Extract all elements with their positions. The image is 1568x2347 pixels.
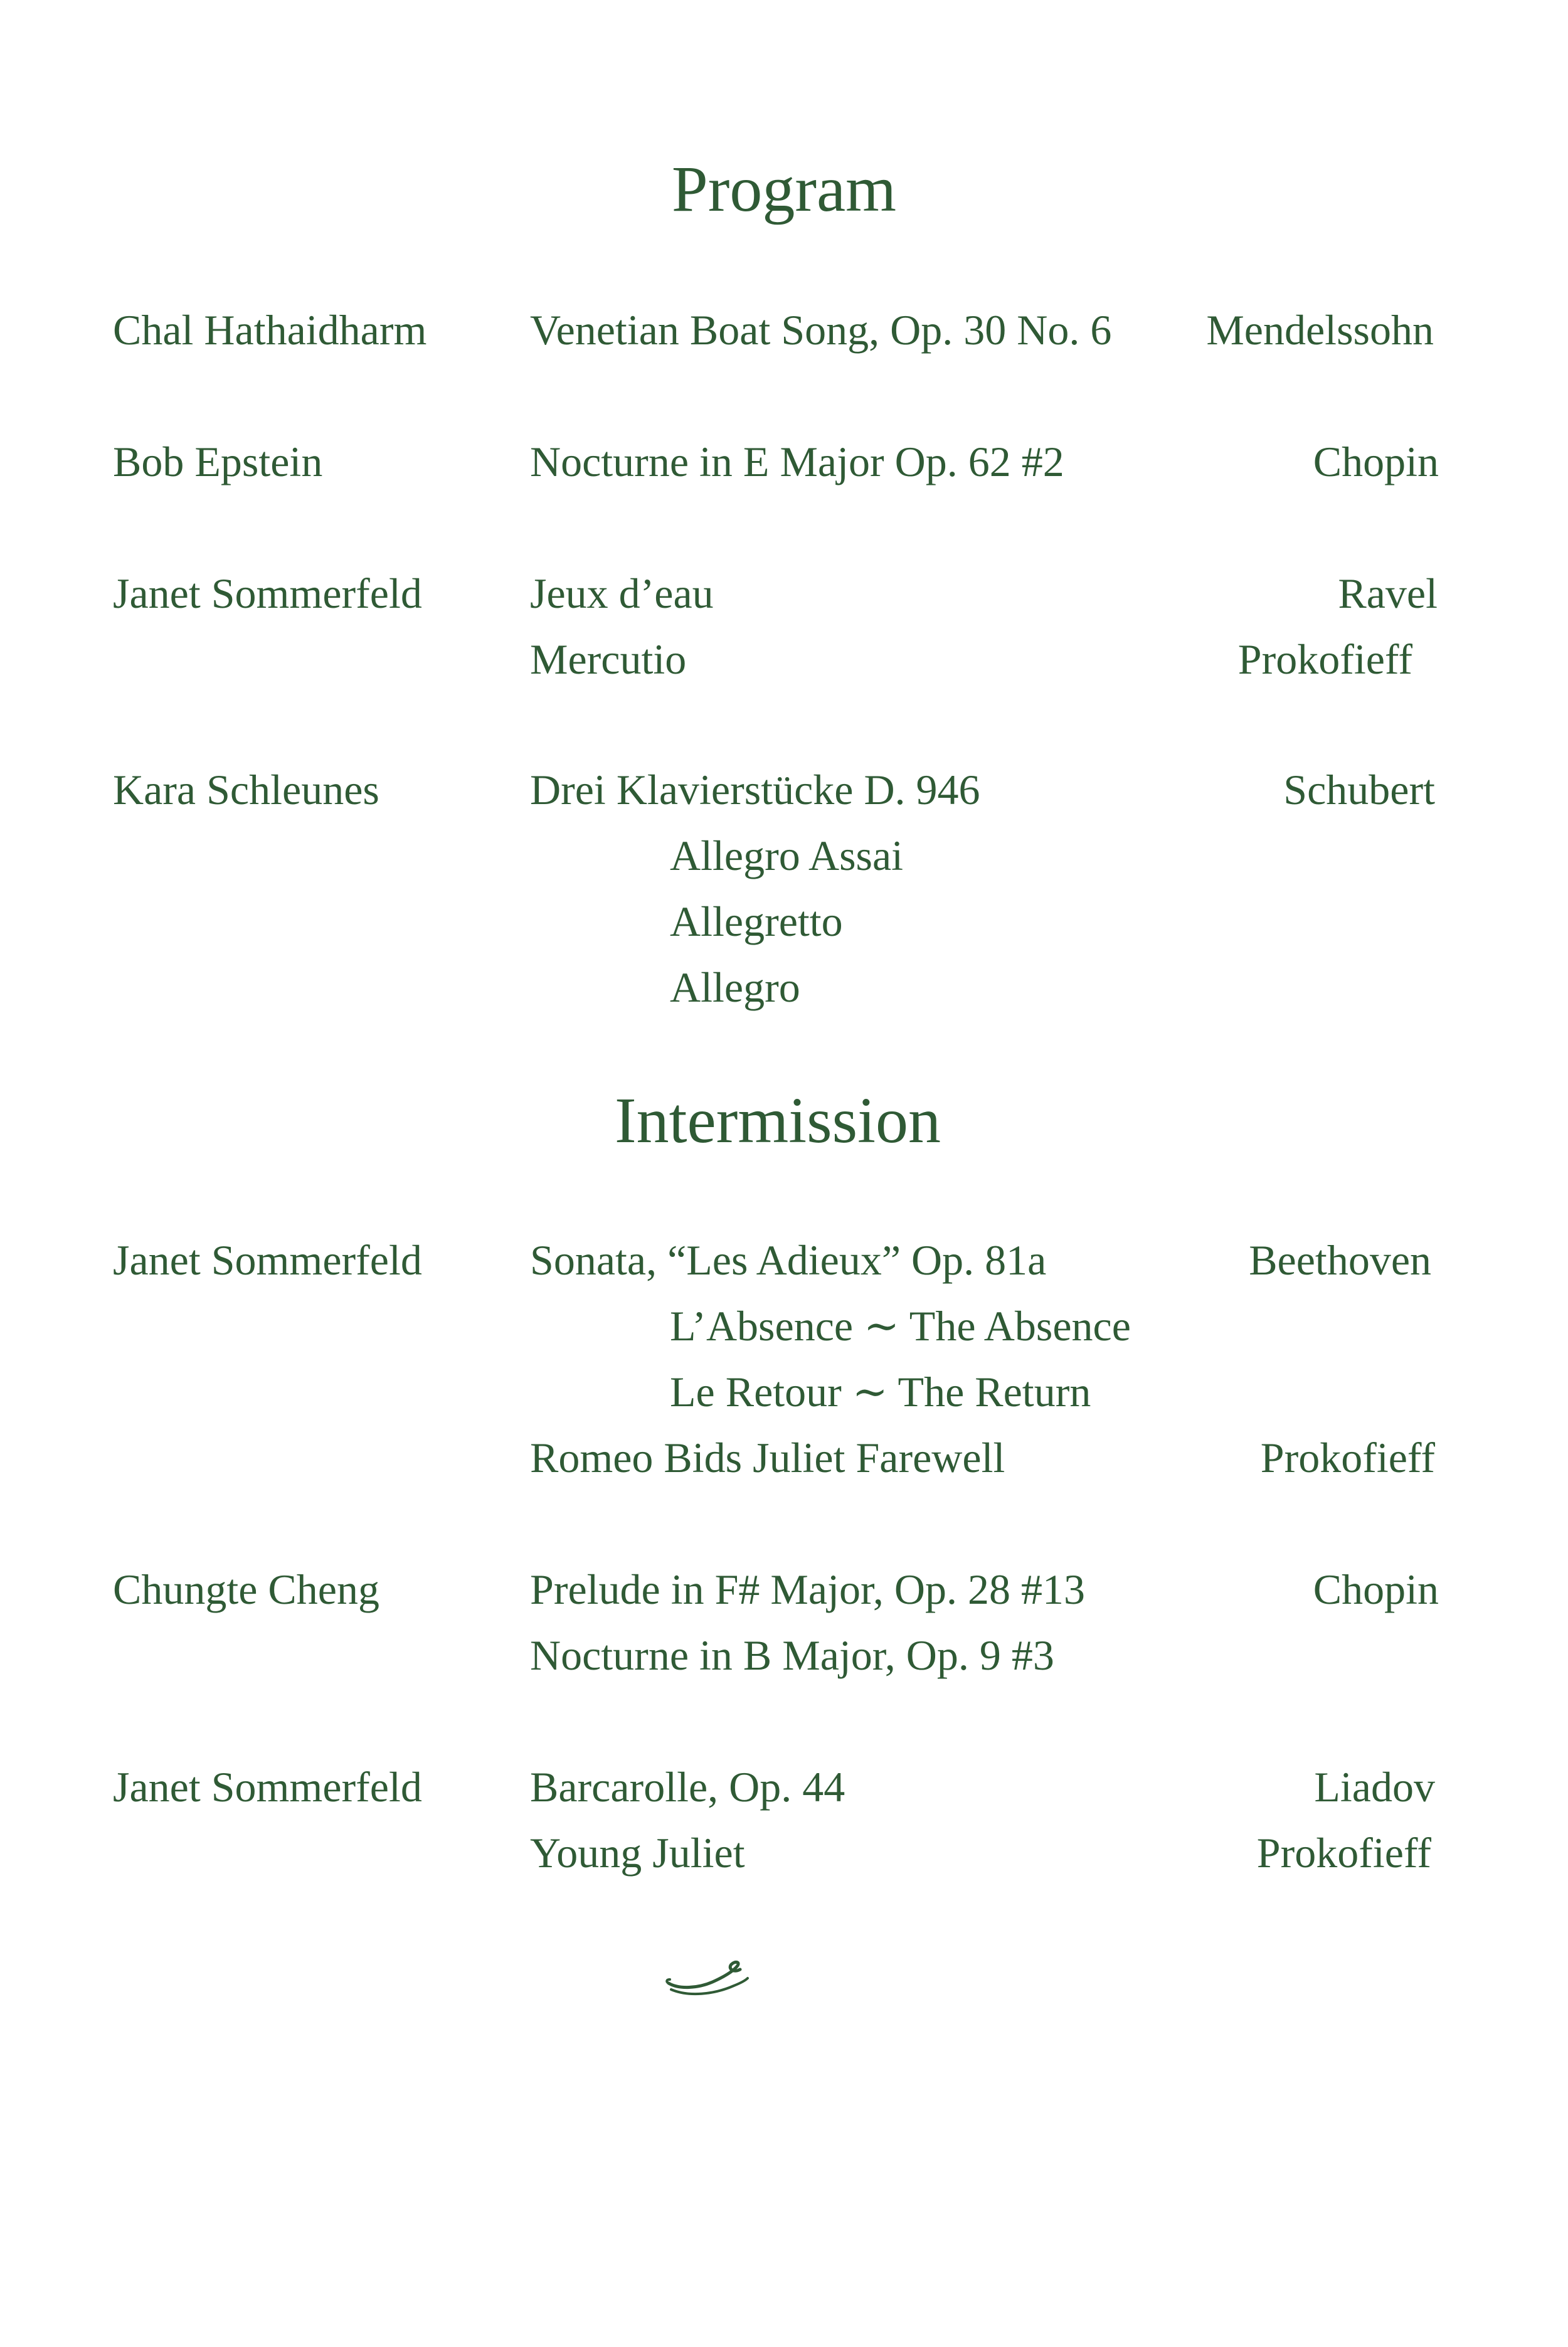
composer-chopin: Chopin bbox=[1313, 438, 1439, 485]
piece-drei-klavierstucke: Drei Klavierstücke D. 946 bbox=[530, 766, 980, 813]
composer-chopin: Chopin bbox=[1313, 1566, 1439, 1613]
piece-prelude-f-sharp-major: Prelude in F# Major, Op. 28 #13 bbox=[530, 1566, 1085, 1613]
composer-beethoven: Beethoven bbox=[1249, 1236, 1431, 1284]
intermission-heading: Intermission bbox=[615, 1084, 941, 1157]
performer-bob-epstein: Bob Epstein bbox=[113, 438, 323, 485]
composer-ravel: Ravel bbox=[1338, 570, 1438, 617]
piece-barcarolle: Barcarolle, Op. 44 bbox=[530, 1763, 845, 1811]
performer-kara-schleunes: Kara Schleunes bbox=[113, 766, 379, 813]
movement-le-retour: Le Retour ∼ The Return bbox=[670, 1368, 1091, 1416]
performer-janet-sommerfeld: Janet Sommerfeld bbox=[113, 1763, 422, 1811]
piece-nocturne-e-major: Nocturne in E Major Op. 62 #2 bbox=[530, 438, 1064, 485]
composer-liadov: Liadov bbox=[1314, 1763, 1435, 1811]
piece-jeux-deau: Jeux d’eau bbox=[530, 570, 714, 617]
movement-allegro: Allegro bbox=[670, 963, 800, 1011]
movement-allegro-assai: Allegro Assai bbox=[670, 832, 904, 879]
piece-romeo-bids-juliet-farewell: Romeo Bids Juliet Farewell bbox=[530, 1434, 1005, 1481]
flourish-icon bbox=[664, 1957, 751, 2001]
performer-chal-hathaidharm: Chal Hathaidharm bbox=[113, 306, 427, 354]
composer-schubert: Schubert bbox=[1283, 766, 1435, 813]
piece-venetian-boat-song: Venetian Boat Song, Op. 30 No. 6 bbox=[530, 306, 1112, 354]
composer-prokofieff: Prokofieff bbox=[1260, 1434, 1435, 1481]
movement-labsence: L’Absence ∼ The Absence bbox=[670, 1302, 1131, 1350]
composer-prokofieff: Prokofieff bbox=[1237, 635, 1412, 683]
composer-prokofieff: Prokofieff bbox=[1256, 1829, 1431, 1877]
movement-allegretto: Allegretto bbox=[670, 898, 843, 945]
piece-young-juliet: Young Juliet bbox=[530, 1829, 745, 1877]
performer-janet-sommerfeld: Janet Sommerfeld bbox=[113, 570, 422, 617]
piece-nocturne-b-major: Nocturne in B Major, Op. 9 #3 bbox=[530, 1631, 1054, 1679]
performer-chungte-cheng: Chungte Cheng bbox=[113, 1566, 379, 1613]
composer-mendelssohn: Mendelssohn bbox=[1206, 306, 1434, 354]
piece-sonata-les-adieux: Sonata, “Les Adieux” Op. 81a bbox=[530, 1236, 1047, 1284]
program-heading: Program bbox=[671, 153, 897, 225]
piece-mercutio: Mercutio bbox=[530, 635, 687, 683]
performer-janet-sommerfeld: Janet Sommerfeld bbox=[113, 1236, 422, 1284]
